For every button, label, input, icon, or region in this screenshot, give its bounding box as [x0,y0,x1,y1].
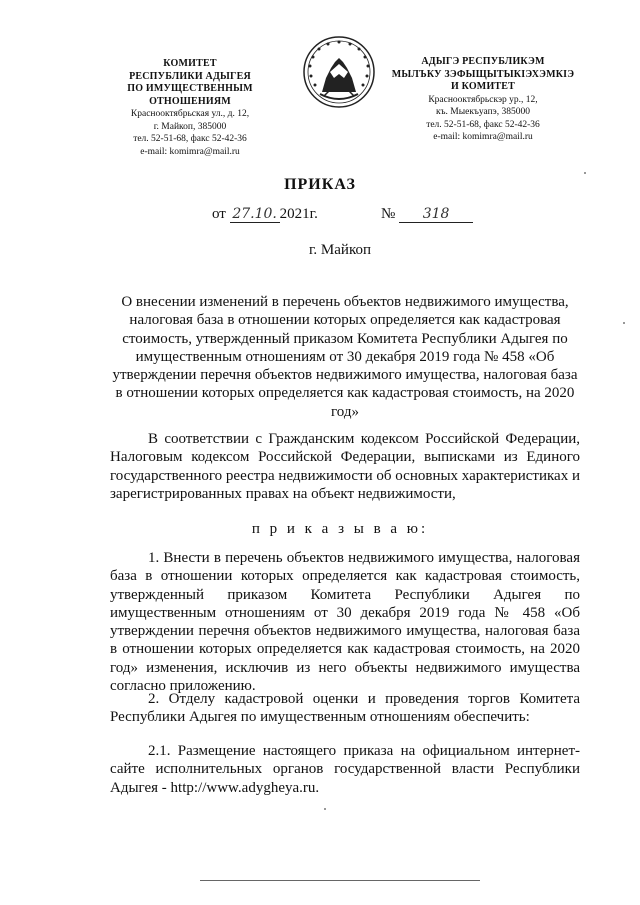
date-handwritten: 27.10. [230,206,280,223]
org-name-adyghe-line2: МЫЛЪКУ ЗЭФЫЩЫТЫКIЭХЭМКIЭ [391,68,575,80]
date-prefix: от [212,206,226,222]
preamble-paragraph: В соответствии с Гражданским кодексом Российской Федерации, Налоговым кодексом Российской Федерации, выписками из Единого государственного реестра недвижимости об основных характеристиках и зарегистрированных правах на объект недвижимости, [110,431,580,502]
scan-speck [584,172,586,174]
order-word: п р и к а з ы в а ю: [251,521,429,537]
header-right [388,56,578,144]
org-phone-adyghe: тел. 52-51-68, факс 52-42-36 [426,119,540,130]
bottom-divider [200,880,480,881]
document-city: г. Майкоп [308,242,372,258]
org-name-line3: ПО ИМУЩЕСТВЕННЫМ ОТНОШЕНИЯМ [127,83,253,107]
document-title: ПРИКАЗ [284,176,356,193]
org-name-line2: РЕСПУБЛИКИ АДЫГЕЯ [129,70,251,82]
org-email-adyghe: e-mail: komimra@mail.ru [433,132,533,142]
org-name-adyghe-line1: АДЫГЭ РЕСПУБЛИКЭМ [421,56,545,67]
org-city-adyghe: къ. Мыекъуапэ, 385000 [436,107,530,117]
org-address-adyghe: Краснооктябрьскэр ур., 12, [428,94,538,105]
org-city: г. Майкоп, 385000 [153,121,227,132]
org-name-line1: КОМИТЕТ [163,58,217,69]
scan-speck [324,808,326,810]
header-left [100,58,280,158]
date-field [212,206,318,223]
org-name-adyghe-line3: И КОМИТЕТ [450,81,516,92]
number-handwritten: 318 [399,206,473,223]
org-phone: тел. 52-51-68, факс 52-42-36 [133,134,247,144]
org-address: Краснооктябрьская ул., д. 12, [130,109,250,119]
coat-of-arms-icon [300,34,378,110]
date-suffix: 2021г. [279,206,318,222]
item-2-1-paragraph: 2.1. Размещение настоящего приказа на официальном интернет-сайте исполнительных органов государственной власти Республики Адыгея - http://www.adygheya.ru. [110,743,580,796]
number-prefix: № [381,206,396,222]
scan-speck [623,322,625,324]
number-field [381,206,473,223]
item-2-paragraph: 2. Отделу кадастровой оценки и проведения торгов Комитета Республики Адыгея по имущественным отношениям обеспечить: [110,691,580,726]
item-1-paragraph: 1. Внести в перечень объектов недвижимого имущества, налоговая база в отношении которых определяется как кадастровая стоимость, утвержденный приказом Комитета Республики Адыгея по имущественным отношениям от 30 декабря 2019 года № 458 «Об утверждении перечня объектов недвижимого имущества, налоговая база в отношении которых определяется как кадастровая стоимость, на 2020 год» изменения, исключив из него объекты недвижимого имущества согласно приложению. [110,550,580,695]
org-email: e-mail: komimra@mail.ru [140,146,240,157]
document-subject: О внесении изменений в перечень объектов недвижимого имущества, налоговая база в отношении которых определяется как кадастровая стоимость, утвержденный приказом Комитета Республики Адыгея по имущественным отношениям от 30 декабря 2019 года № 458 «Об утверждении перечня объектов недвижимого имущества, налоговая база в отношении которых определяется как кадастровая стоимость, на 2020 год» [112,294,578,420]
